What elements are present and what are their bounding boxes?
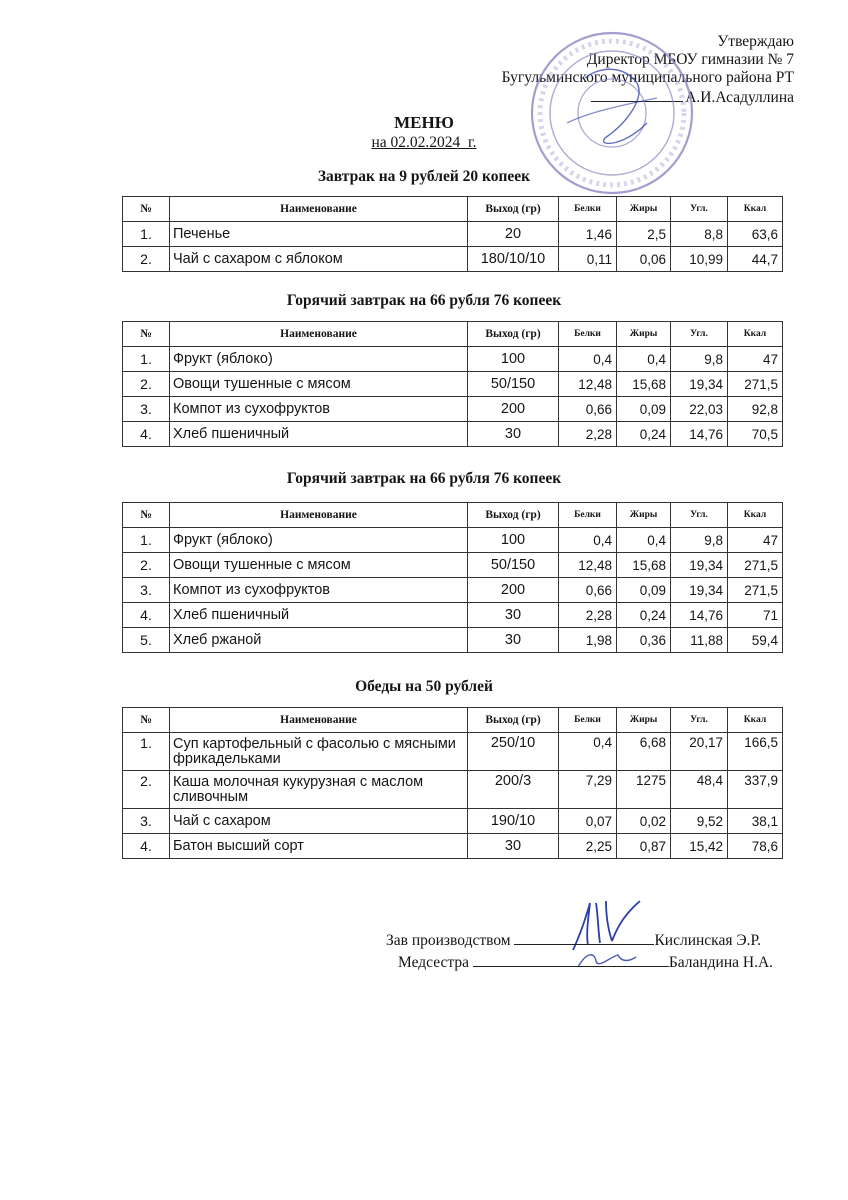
row-num: 3. xyxy=(123,397,170,422)
row-name: Печенье xyxy=(170,222,468,247)
col-carbs-header: Угл. xyxy=(671,322,728,347)
row-carbs: 9,52 xyxy=(671,809,728,834)
col-num-header: № xyxy=(123,503,170,528)
signature-row-nurse xyxy=(386,952,773,974)
row-output: 100 xyxy=(468,528,559,553)
row-kcal: 63,6 xyxy=(728,222,783,247)
row-kcal: 166,5 xyxy=(728,733,783,771)
table-row xyxy=(123,247,783,272)
col-name-header: Наименование xyxy=(170,503,468,528)
table-lunch xyxy=(122,707,783,859)
row-num: 1. xyxy=(123,528,170,553)
row-protein: 0,4 xyxy=(559,347,617,372)
row-output: 200/3 xyxy=(468,771,559,809)
signature-line xyxy=(473,952,669,967)
row-fat: 2,5 xyxy=(617,222,671,247)
row-kcal: 92,8 xyxy=(728,397,783,422)
row-protein: 1,98 xyxy=(559,628,617,653)
col-name-header: Наименование xyxy=(170,322,468,347)
row-name: Чай с сахаром xyxy=(170,809,468,834)
row-output: 50/150 xyxy=(468,372,559,397)
signature-name-nurse: Баландина Н.А. xyxy=(668,954,774,971)
row-protein: 12,48 xyxy=(559,372,617,397)
signature-row-production xyxy=(386,930,773,952)
col-fat-header: Жиры xyxy=(617,503,671,528)
row-protein: 1,46 xyxy=(559,222,617,247)
section-title-hot-breakfast-2: Горячий завтрак на 66 рубля 76 копеек xyxy=(286,470,562,487)
row-kcal: 47 xyxy=(728,347,783,372)
menu-title: МЕНЮ xyxy=(394,113,454,132)
signature-role-nurse: Медсестра xyxy=(398,954,469,971)
row-fat: 0,24 xyxy=(617,603,671,628)
row-carbs: 48,4 xyxy=(671,771,728,809)
row-kcal: 71 xyxy=(728,603,783,628)
row-carbs: 8,8 xyxy=(671,222,728,247)
signature-name-production: Кислинская Э.Р. xyxy=(654,932,762,949)
row-output: 250/10 xyxy=(468,733,559,771)
row-fat: 0,09 xyxy=(617,578,671,603)
row-kcal: 47 xyxy=(728,528,783,553)
row-num: 2. xyxy=(123,247,170,272)
menu-date: на 02.02.2024_г. xyxy=(371,134,477,151)
row-num: 2. xyxy=(123,372,170,397)
row-name: Хлеб ржаной xyxy=(170,628,468,653)
row-name: Хлеб пшеничный xyxy=(170,603,468,628)
row-protein: 0,66 xyxy=(559,397,617,422)
row-output: 30 xyxy=(468,422,559,447)
table-breakfast xyxy=(122,196,783,272)
row-output: 190/10 xyxy=(468,809,559,834)
table-row xyxy=(123,347,783,372)
approval-signer: А.И.Асадуллина xyxy=(685,89,794,106)
table-row xyxy=(123,809,783,834)
row-num: 4. xyxy=(123,834,170,859)
approval-title: Утверждаю xyxy=(717,33,794,50)
table-row xyxy=(123,771,783,809)
row-kcal: 337,9 xyxy=(728,771,783,809)
row-carbs: 19,34 xyxy=(671,578,728,603)
row-output: 200 xyxy=(468,397,559,422)
row-kcal: 271,5 xyxy=(728,578,783,603)
table-row xyxy=(123,372,783,397)
row-protein: 0,4 xyxy=(559,733,617,771)
row-output: 200 xyxy=(468,578,559,603)
row-num: 4. xyxy=(123,422,170,447)
row-num: 3. xyxy=(123,809,170,834)
table-hot-breakfast-2 xyxy=(122,502,783,653)
col-name-header: Наименование xyxy=(170,708,468,733)
row-kcal: 78,6 xyxy=(728,834,783,859)
row-num: 4. xyxy=(123,603,170,628)
row-kcal: 44,7 xyxy=(728,247,783,272)
row-kcal: 70,5 xyxy=(728,422,783,447)
table-row xyxy=(123,628,783,653)
approval-position: Директор МБОУ гимназии № 7 xyxy=(586,51,794,68)
col-name-header: Наименование xyxy=(170,197,468,222)
row-num: 1. xyxy=(123,347,170,372)
row-fat: 0,24 xyxy=(617,422,671,447)
table-hot-breakfast-1 xyxy=(122,321,783,447)
col-carbs-header: Угл. xyxy=(671,197,728,222)
table-row xyxy=(123,603,783,628)
table-header-row xyxy=(123,708,783,733)
row-fat: 1275 xyxy=(617,771,671,809)
row-carbs: 10,99 xyxy=(671,247,728,272)
col-output-header: Выход (гр) xyxy=(468,322,559,347)
row-protein: 7,29 xyxy=(559,771,617,809)
col-kcal-header: Ккал xyxy=(728,322,783,347)
row-carbs: 15,42 xyxy=(671,834,728,859)
row-fat: 6,68 xyxy=(617,733,671,771)
col-kcal-header: Ккал xyxy=(728,708,783,733)
col-fat-header: Жиры xyxy=(617,322,671,347)
row-fat: 0,09 xyxy=(617,397,671,422)
row-kcal: 271,5 xyxy=(728,372,783,397)
table-row xyxy=(123,834,783,859)
row-protein: 0,66 xyxy=(559,578,617,603)
row-fat: 15,68 xyxy=(617,372,671,397)
table-row xyxy=(123,553,783,578)
row-kcal: 271,5 xyxy=(728,553,783,578)
signature-line xyxy=(514,930,654,945)
row-output: 30 xyxy=(468,834,559,859)
col-kcal-header: Ккал xyxy=(728,503,783,528)
row-carbs: 19,34 xyxy=(671,553,728,578)
row-fat: 0,4 xyxy=(617,347,671,372)
approval-sign-line xyxy=(591,87,683,102)
table-row xyxy=(123,397,783,422)
section-title-breakfast: Завтрак на 9 рублей 20 копеек xyxy=(317,168,531,185)
col-carbs-header: Угл. xyxy=(671,503,728,528)
table-row xyxy=(123,528,783,553)
row-name: Компот из сухофруктов xyxy=(170,578,468,603)
col-protein-header: Белки xyxy=(559,708,617,733)
row-carbs: 9,8 xyxy=(671,528,728,553)
row-protein: 12,48 xyxy=(559,553,617,578)
row-fat: 0,02 xyxy=(617,809,671,834)
table-header-row xyxy=(123,197,783,222)
table-header-row xyxy=(123,322,783,347)
row-carbs: 19,34 xyxy=(671,372,728,397)
row-name: Хлеб пшеничный xyxy=(170,422,468,447)
row-carbs: 20,17 xyxy=(671,733,728,771)
row-fat: 15,68 xyxy=(617,553,671,578)
approval-block xyxy=(502,33,794,107)
col-protein-header: Белки xyxy=(559,503,617,528)
row-carbs: 14,76 xyxy=(671,422,728,447)
row-kcal: 38,1 xyxy=(728,809,783,834)
row-protein: 2,28 xyxy=(559,422,617,447)
approval-district: Бугульминского муниципального района РТ xyxy=(501,69,794,86)
col-num-header: № xyxy=(123,197,170,222)
col-output-header: Выход (гр) xyxy=(468,197,559,222)
row-kcal: 59,4 xyxy=(728,628,783,653)
row-name: Овощи тушенные с мясом xyxy=(170,553,468,578)
signature-role-production: Зав производством xyxy=(386,932,511,949)
section-title-lunch: Обеды на 50 рублей xyxy=(355,678,493,695)
section-title-hot-breakfast-1: Горячий завтрак на 66 рубля 76 копеек xyxy=(286,292,562,309)
col-fat-header: Жиры xyxy=(617,708,671,733)
row-num: 2. xyxy=(123,771,170,809)
row-protein: 0,11 xyxy=(559,247,617,272)
row-num: 2. xyxy=(123,553,170,578)
row-name: Чай с сахаром с яблоком xyxy=(170,247,468,272)
col-kcal-header: Ккал xyxy=(728,197,783,222)
row-fat: 0,4 xyxy=(617,528,671,553)
col-num-header: № xyxy=(123,708,170,733)
row-output: 180/10/10 xyxy=(468,247,559,272)
row-carbs: 14,76 xyxy=(671,603,728,628)
table-row xyxy=(123,222,783,247)
row-carbs: 22,03 xyxy=(671,397,728,422)
col-output-header: Выход (гр) xyxy=(468,503,559,528)
row-protein: 0,07 xyxy=(559,809,617,834)
row-num: 5. xyxy=(123,628,170,653)
col-protein-header: Белки xyxy=(559,197,617,222)
row-num: 1. xyxy=(123,733,170,771)
row-name: Фрукт (яблоко) xyxy=(170,347,468,372)
row-carbs: 9,8 xyxy=(671,347,728,372)
row-name: Овощи тушенные с мясом xyxy=(170,372,468,397)
row-protein: 2,25 xyxy=(559,834,617,859)
row-output: 100 xyxy=(468,347,559,372)
row-output: 30 xyxy=(468,628,559,653)
row-output: 30 xyxy=(468,603,559,628)
table-row xyxy=(123,422,783,447)
row-name: Батон высший сорт xyxy=(170,834,468,859)
row-protein: 2,28 xyxy=(559,603,617,628)
table-row xyxy=(123,578,783,603)
row-fat: 0,36 xyxy=(617,628,671,653)
row-carbs: 11,88 xyxy=(671,628,728,653)
table-header-row xyxy=(123,503,783,528)
row-num: 3. xyxy=(123,578,170,603)
table-row xyxy=(123,733,783,771)
row-name: Компот из сухофруктов xyxy=(170,397,468,422)
row-fat: 0,06 xyxy=(617,247,671,272)
row-output: 50/150 xyxy=(468,553,559,578)
row-num: 1. xyxy=(123,222,170,247)
col-carbs-header: Угл. xyxy=(671,708,728,733)
col-protein-header: Белки xyxy=(559,322,617,347)
row-fat: 0,87 xyxy=(617,834,671,859)
approval-signer-row xyxy=(502,87,794,107)
col-output-header: Выход (гр) xyxy=(468,708,559,733)
row-name: Каша молочная кукурузная с маслом сливочным xyxy=(170,771,468,809)
row-name: Суп картофельный с фасолью с мясными фрикадельками xyxy=(170,733,468,771)
col-fat-header: Жиры xyxy=(617,197,671,222)
row-name: Фрукт (яблоко) xyxy=(170,528,468,553)
row-output: 20 xyxy=(468,222,559,247)
signatures-block xyxy=(386,930,773,974)
col-num-header: № xyxy=(123,322,170,347)
row-protein: 0,4 xyxy=(559,528,617,553)
